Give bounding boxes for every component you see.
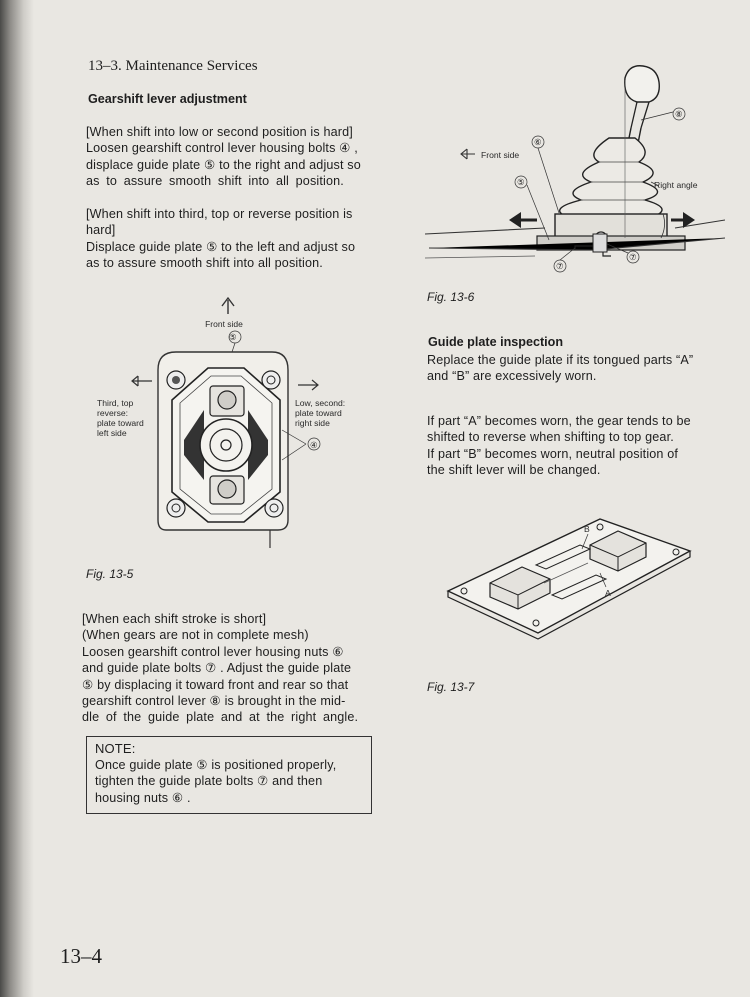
- label-line: plate toward: [295, 408, 342, 418]
- para-line: (When gears are not in complete mesh): [82, 628, 309, 643]
- fig-13-7-guide-plate-parts: [440, 505, 710, 655]
- fig6-front-side-label: Front side: [481, 150, 520, 160]
- para-line: [When each shift stroke is short]: [82, 612, 267, 626]
- heading-guide-plate-inspection: Guide plate inspection: [428, 335, 564, 349]
- page-binding-shadow: [0, 0, 34, 997]
- fig5-right-label: [295, 398, 345, 428]
- fig5-callout-5: ⑤: [229, 332, 237, 342]
- fig7-label-b: B: [584, 524, 590, 534]
- left-arrow-icon: [132, 376, 152, 386]
- right-arrow-icon: [298, 380, 318, 390]
- para-line: If part “B” becomes worn, neutral position of: [427, 446, 679, 461]
- fig-13-7-caption: Fig. 13-7: [427, 680, 475, 694]
- heading-gearshift-adjustment: Gearshift lever adjustment: [88, 92, 247, 106]
- para-line: dle of the guide plate and at the right angle.: [82, 710, 359, 725]
- note-line: tighten the guide plate bolts ⑦ and then: [95, 774, 323, 789]
- label-line: reverse:: [97, 408, 129, 418]
- front-side-arrow-icon: [461, 149, 475, 159]
- label-line: Third, top: [97, 398, 134, 408]
- fig6-callout-7-left: ⑦: [556, 261, 564, 271]
- front-arrow-icon: [222, 298, 234, 314]
- label-line: right side: [295, 418, 330, 428]
- para-line: [When shift into low or second position is hard]: [86, 125, 353, 139]
- housing-bolt: [167, 499, 185, 517]
- para-line: as to assure smooth shift into all position.: [86, 256, 323, 271]
- note-line: Once guide plate ⑤ is positioned properly,: [95, 758, 337, 772]
- para-line: Loosen gearshift control lever housing nuts ⑥: [82, 644, 344, 659]
- lever-boot: [560, 138, 662, 216]
- para-line: shifted to reverse when shifting to top gear.: [427, 430, 674, 445]
- para-line: as to assure smooth shift into all position.: [86, 174, 344, 189]
- para-line: ⑤ by displacing it toward front and rear so that: [82, 677, 349, 692]
- para-line: displace guide plate ⑤ to the right and adjust so: [86, 157, 361, 172]
- para-line: Displace guide plate ⑤ to the left and adjust so: [86, 239, 356, 254]
- para-line: If part “A” becomes worn, the gear tends to be: [427, 414, 691, 428]
- note-body: [95, 757, 365, 806]
- para-line: Loosen gearshift control lever housing bolts ④ ,: [86, 141, 358, 156]
- fig6-right-angle-label: Right angle: [654, 180, 698, 190]
- page-number: 13–4: [60, 944, 102, 968]
- para-line: [When shift into third, top or reverse position is: [86, 207, 353, 221]
- fig-13-6-caption: Fig. 13-6: [427, 290, 475, 304]
- para-replace-guide-plate: [427, 352, 720, 385]
- para-line: and guide plate bolts ⑦ . Adjust the guide plate: [82, 661, 352, 676]
- para-short-stroke: [82, 611, 374, 726]
- lever-boss: [200, 419, 252, 471]
- fig-13-5-caption: Fig. 13-5: [86, 567, 134, 581]
- section-title: 13–3. Maintenance Services: [88, 58, 258, 74]
- fig6-callout-8: ⑧: [675, 109, 683, 119]
- para-line: gearshift control lever ⑧ is brought in the mid-: [82, 694, 346, 709]
- para-worn-parts: [427, 413, 720, 479]
- housing-bolt: [262, 371, 280, 389]
- para-line: the shift lever will be changed.: [427, 463, 601, 478]
- fig6-callout-7-right: ⑦: [629, 252, 637, 262]
- fig6-callout-6: ⑥: [534, 137, 542, 147]
- note-title: NOTE:: [95, 741, 136, 756]
- fig5-callout-4: ④: [310, 440, 318, 450]
- label-line: left side: [97, 428, 127, 438]
- fig5-left-label: [97, 398, 144, 438]
- para-third-top-reverse: [86, 206, 376, 272]
- fig5-front-side-label: Front side: [205, 319, 243, 329]
- housing-bolt: [265, 499, 283, 517]
- para-line: and “B” are excessively worn.: [427, 369, 597, 384]
- left-filled-arrow-icon: [509, 212, 521, 228]
- label-line: plate toward: [97, 418, 144, 428]
- para-line: hard]: [86, 223, 116, 238]
- housing-bolt: [167, 371, 185, 389]
- fig7-label-a: A: [605, 588, 611, 598]
- para-line: Replace the guide plate if its tongued parts “A”: [427, 353, 694, 367]
- note-line: housing nuts ⑥ .: [95, 790, 191, 805]
- para-low-second: [86, 124, 376, 190]
- fig6-callout-5: ⑤: [517, 177, 525, 187]
- shift-knob: [625, 66, 660, 102]
- note-box: [86, 736, 372, 814]
- label-line: Low, second:: [295, 398, 346, 408]
- fig-13-6-lever-side-view: [425, 58, 725, 283]
